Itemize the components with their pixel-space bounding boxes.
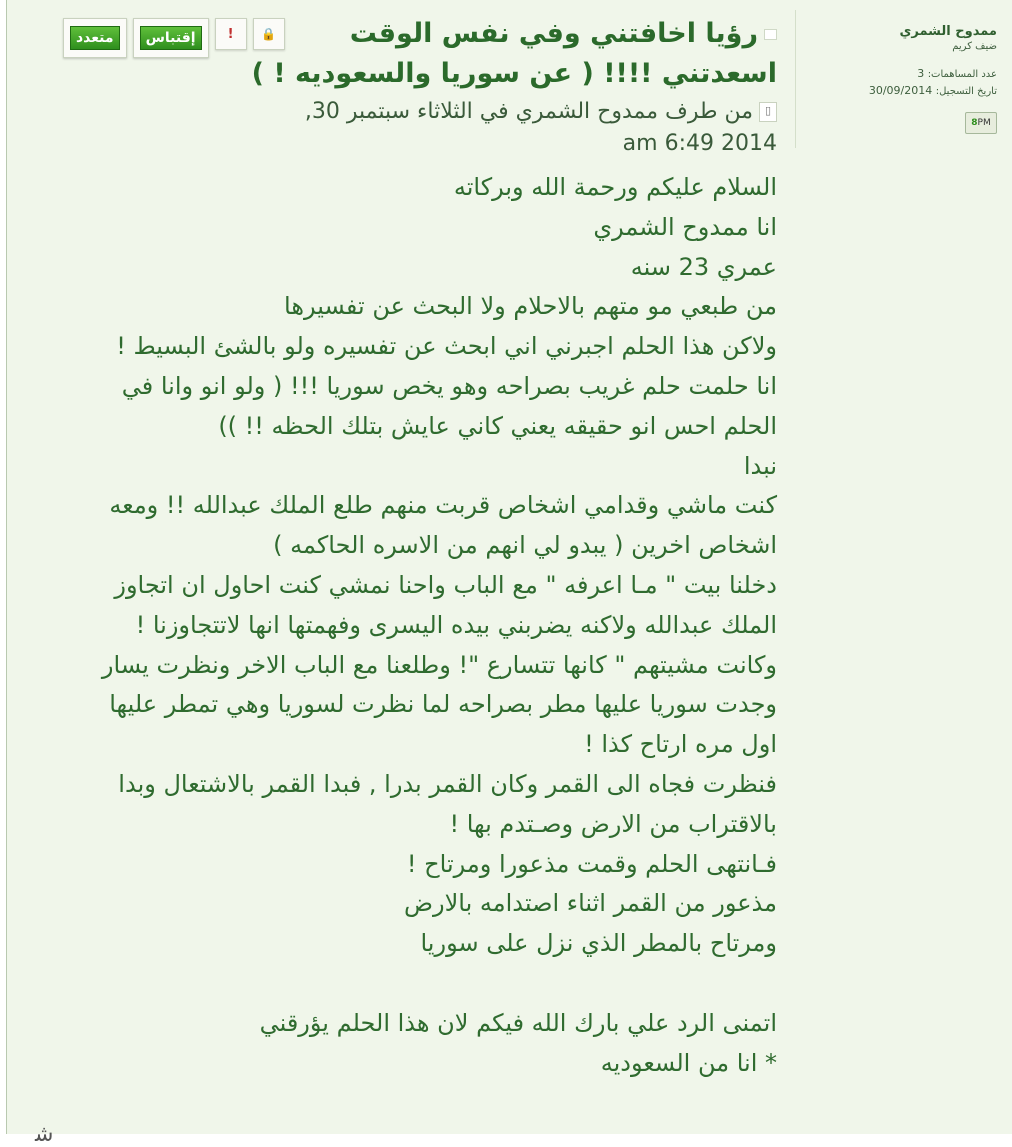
author-profile [807, 24, 997, 134]
post-line: انا ممدوح الشمري [593, 212, 777, 241]
post-content [25, 14, 777, 1083]
post-closing-line: اتمنى الرد علي بارك الله فيكم لان هذا الحلم يؤرقني [259, 1008, 777, 1037]
warning-icon: ! [227, 26, 234, 42]
post-line: ومرتاح بالمطر الذي نزل على سوريا [420, 929, 777, 958]
post-meta-line-2: 2014 6:49 am [622, 131, 777, 156]
post-title-line-1[interactable] [25, 14, 777, 54]
joined-value: 30/09/2014 [868, 84, 933, 97]
post-line: مذعور من القمر اثناء اصتدامه بالارض [403, 889, 777, 918]
post-line: وكانت مشيتهم " كانها تتسارع "! وطلعنا مع الباب الاخر ونظرت يسار [101, 650, 777, 679]
joined-label: تاريخ التسجيل: [935, 86, 997, 97]
post-line: فنظرت فجاه الى القمر وكان القمر بدرا , فبدا القمر بالاشتعال وبدا [118, 769, 777, 798]
post-line: الملك عبدالله ولاكنه يضربني بيده اليسرى وفهمتها انها لاتتجاوزنا ! [135, 610, 777, 639]
multi-quote-label: متعدد [70, 26, 120, 50]
post-container [6, 0, 1012, 1147]
column-divider [795, 10, 796, 148]
posts-count [807, 66, 997, 83]
post-meta-line-1 [25, 96, 777, 128]
post-line: السلام عليكم ورحمة الله وبركاته [453, 173, 777, 201]
post-line: كنت ماشي وقدامي اشخاص قربت منهم طلع الملك عبدالله !! ومعه [109, 491, 777, 520]
post-line: نبدا [743, 451, 777, 480]
private-message-button[interactable] [965, 112, 997, 134]
quote-label: إقتباس [140, 26, 202, 50]
author-name[interactable]: ممدوح الشمري [899, 24, 997, 39]
post-line: وجدت سوريا عليها مطر بصراحه لما نظرت لسوريا وهي تمطر عليها [109, 690, 777, 719]
author-rank: ضيف كريم [952, 41, 997, 52]
post-meta [25, 96, 777, 160]
posts-value: 3 [917, 67, 925, 80]
post-line: اول مره ارتاح كذا ! [584, 730, 777, 759]
post-page-icon: ▯ [759, 102, 777, 122]
post-bullet-icon [764, 29, 777, 40]
post-line: انا حلمت حلم غريب بصراحه وهو يخص سوريا !!! ( ولو انو وانا في [121, 371, 777, 400]
post-line: دخلنا بيت " مـا اعرفه " مع الباب واحنا نمشي كنت احاول ان اتجاوز [114, 570, 777, 599]
post-line: ولاكن هذا الحلم اجبرني اني ابحث عن تفسيره ولو بالشئ البسيط ! [116, 332, 777, 361]
post-title-text-1[interactable]: رؤيا اخافتني وفي نفس الوقت [349, 18, 758, 49]
pm-icon: 8 [971, 118, 978, 128]
post-line: عمري 23 سنه [630, 252, 777, 281]
blank-line [25, 964, 777, 1004]
post-line: من طبعي مو متهم بالاحلام ولا البحث عن تفسيرها [284, 292, 777, 321]
post-line: بالاقتراب من الارض وصـتدم بها ! [449, 809, 777, 838]
post-meta-text-1: من طرف ممدوح الشمري في الثلاثاء سبتمبر 30, [304, 99, 753, 124]
post-closing-line: * انا من السعوديه [600, 1048, 777, 1077]
post-title-line-2[interactable]: اسعدتني !!!! ( عن سوريا والسعوديه ! ) [251, 58, 777, 89]
post-line: اشخاص اخرين ( يبدو لي انهم من الاسره الحاكمه ) [273, 531, 777, 560]
post-line: فـانتهى الحلم وقمت مذعورا ومرتاح ! [406, 849, 777, 878]
posts-label: عدد المساهمات: [927, 69, 997, 80]
post-line: الحلم احس انو حقيقه يعني كاني عايش بتلك الحظه !! )) [218, 411, 777, 440]
lock-icon: 🔒 [261, 27, 277, 41]
post-body [25, 168, 777, 1083]
pm-label: PM [977, 118, 991, 128]
signature-fragment: ﺷ [35, 1122, 54, 1147]
join-date [807, 83, 997, 100]
